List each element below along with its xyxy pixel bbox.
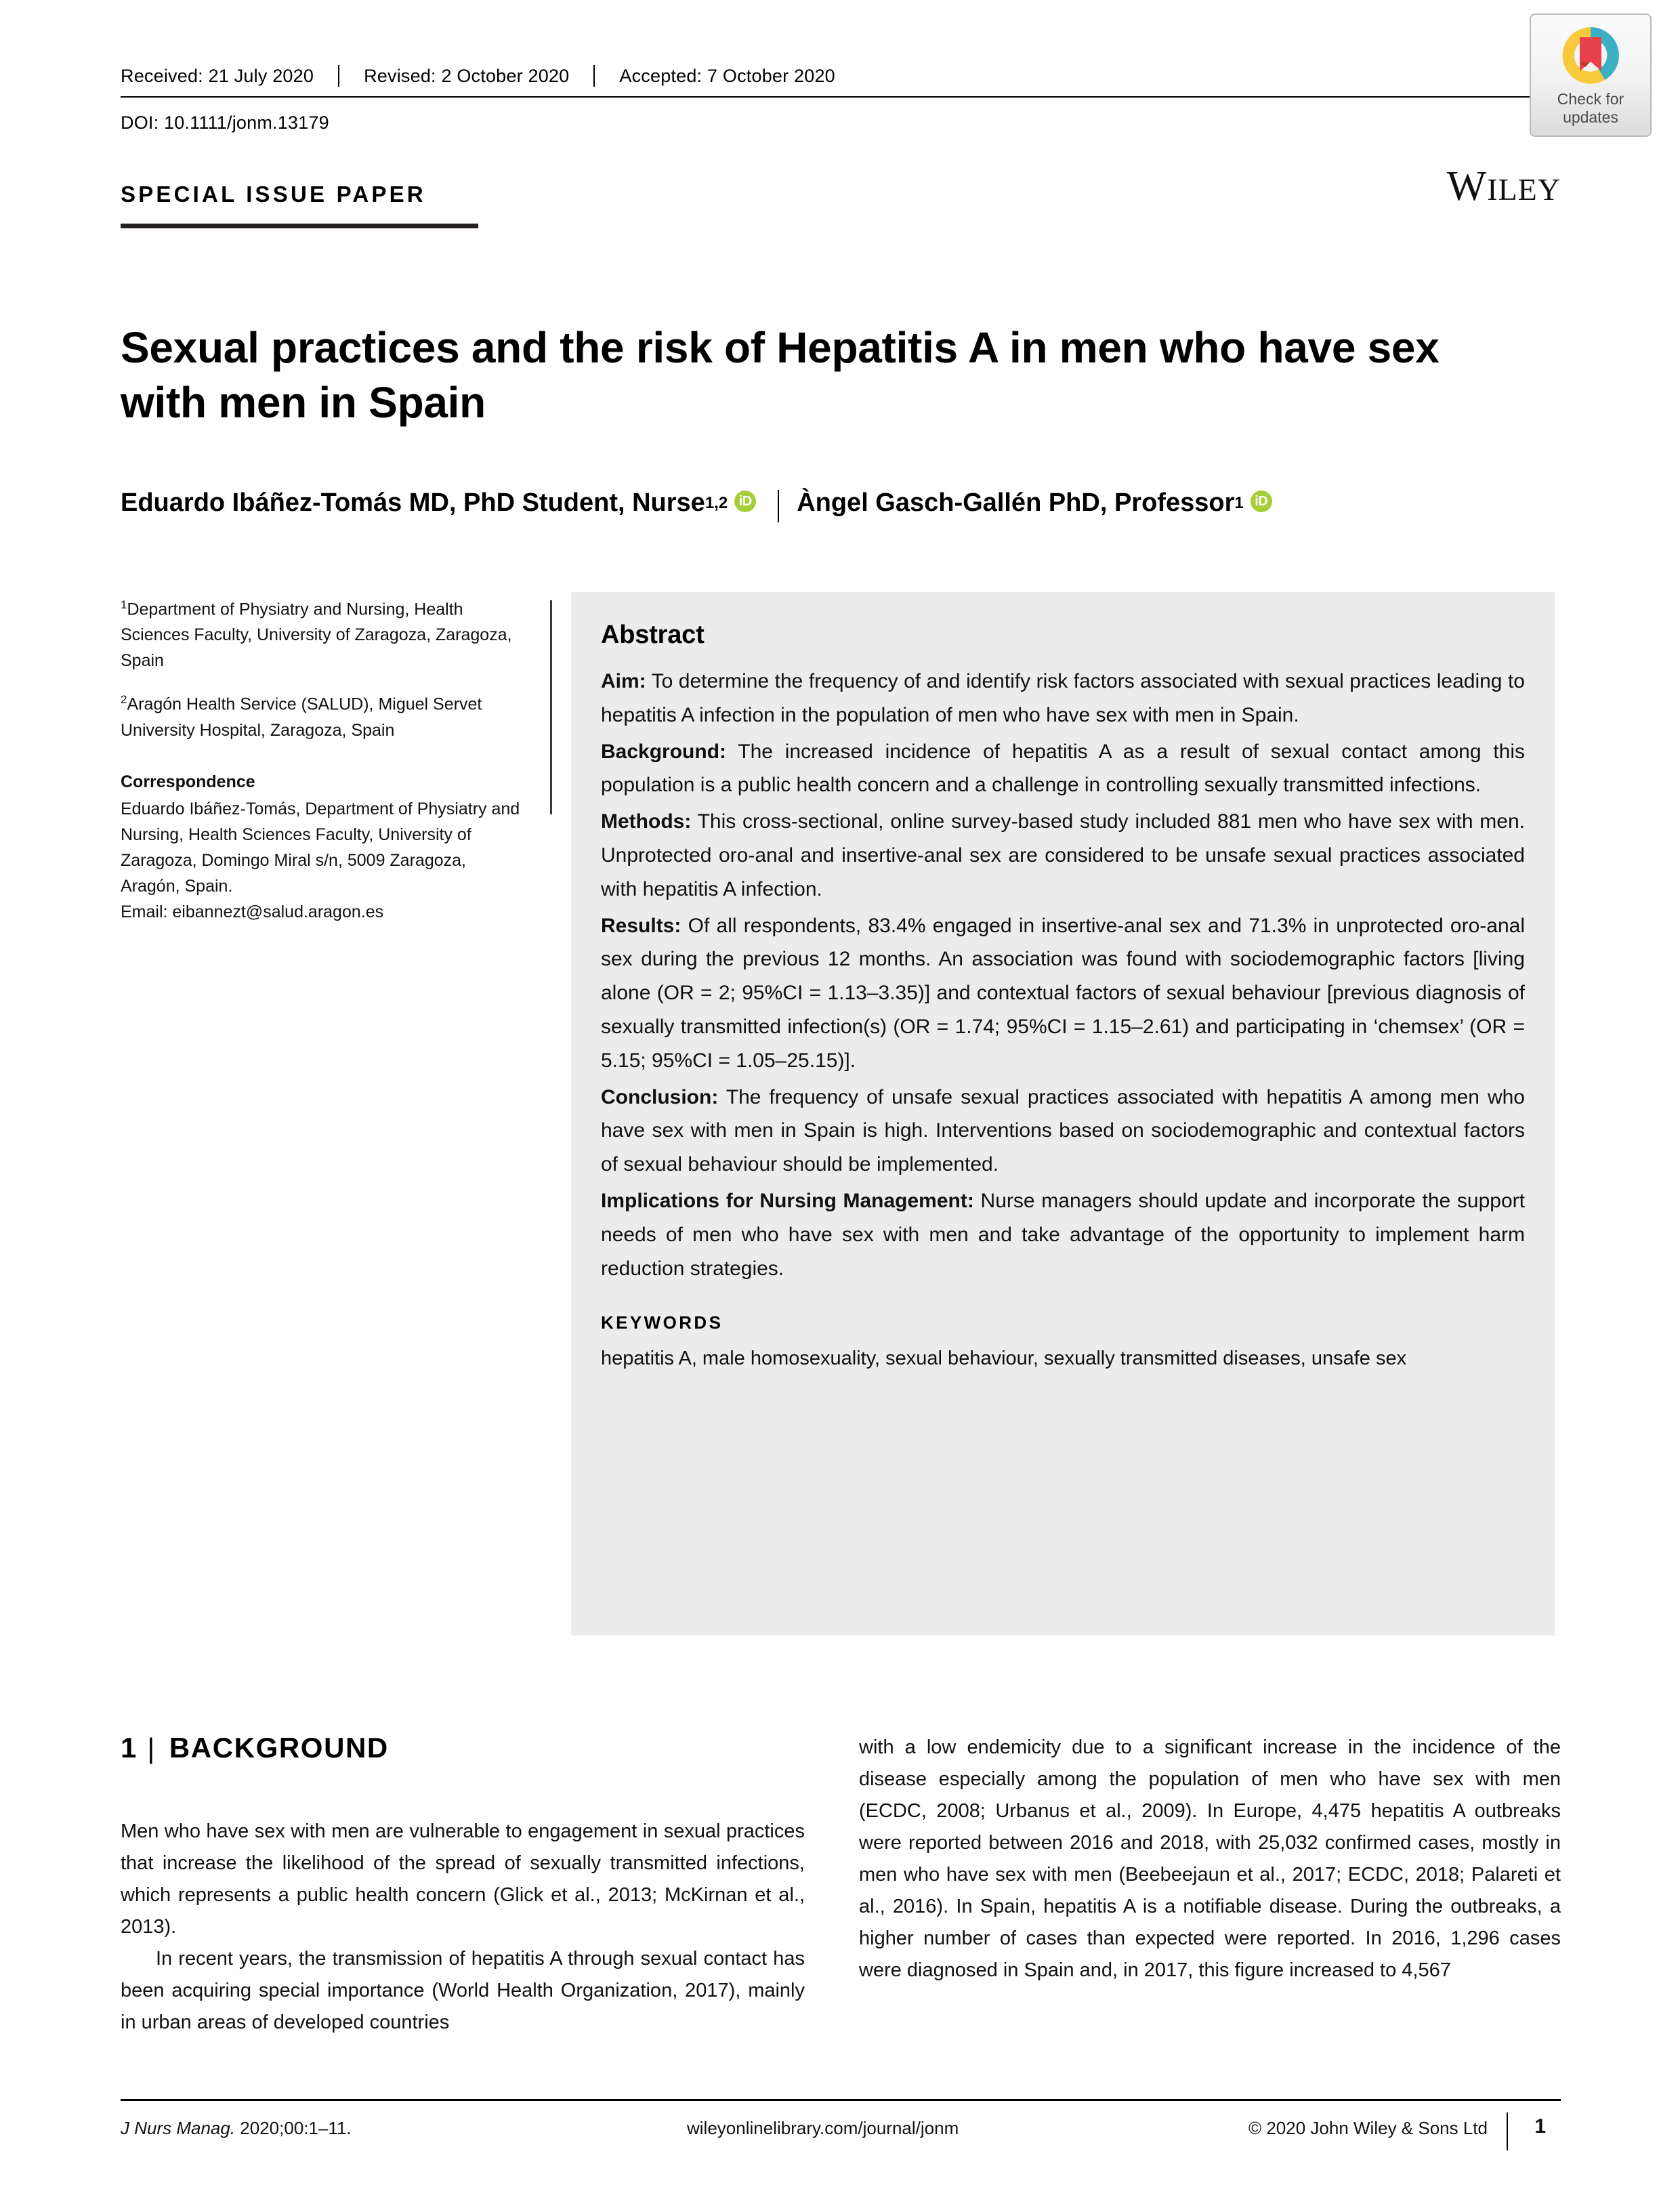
section-number: 1	[121, 1732, 137, 1764]
orcid-icon-1[interactable]: iD	[734, 491, 756, 512]
correspondence-address: Eduardo Ibáñez-Tomás, Department of Physiatry and Nursing, Health Sciences Faculty, University of Zaragoza, Domingo Miral s/n, 5009 Zaragoza, Aragón, Spain.	[121, 799, 520, 896]
history-separator-1	[338, 65, 339, 87]
keywords-heading: KEYWORDS	[601, 1312, 723, 1333]
body-paragraph-2: In recent years, the transmission of hepatitis A through sexual contact has been acquiring special importance (World Health Organization, 2017), mainly in urban areas of developed countries	[121, 1947, 805, 2033]
page-title: Sexual practices and the risk of Hepatitis A in men who have sex with men in Spain	[121, 322, 1440, 427]
abstract-text-implications: Nurse managers should update and incorporate the support needs of men who have sex with men and take advantage of the opportunity to implement harm reduction strategies.	[601, 1189, 1525, 1280]
abstract-box	[571, 592, 1555, 1636]
affiliations-sidebar	[121, 596, 527, 925]
check-for-updates-badge[interactable]	[1530, 14, 1652, 137]
revised-date: Revised: 2 October 2020	[364, 66, 570, 86]
abstract-section-aim	[601, 665, 1525, 732]
abstract-label-conclusion: Conclusion:	[601, 1085, 719, 1108]
page-footer	[121, 2112, 1561, 2153]
footer-journal-name: J Nurs Manag.	[121, 2118, 236, 2138]
abstract-section-background	[601, 735, 1525, 803]
abstract-label-results: Results:	[601, 914, 681, 937]
abstract-label-aim: Aim:	[601, 670, 646, 692]
affiliation-mark-1: 1	[121, 598, 127, 611]
author-affiliation-marks-1: 1,2	[705, 494, 728, 513]
received-date: Received: 21 July 2020	[121, 66, 314, 86]
abstract-text-methods: This cross-sectional, online survey-based study included 881 men who have sex with men. Unprotected oro-anal and insertive-anal sex are considered to be unsafe sexual practices associated with hepatitis A infection.	[601, 810, 1525, 900]
header-rule	[121, 96, 1561, 98]
section-divider: |	[147, 1732, 156, 1764]
author-name-2[interactable]: Àngel Gasch-Gallén PhD, Professor	[797, 488, 1235, 517]
affiliation-1	[121, 596, 527, 673]
affiliation-mark-2: 2	[121, 693, 127, 707]
correspondence-block	[121, 769, 527, 925]
crossmark-line-1: Check for	[1557, 90, 1624, 108]
body-paragraph-3: with a low endemicity due to a significant increase in the incidence of the disease especially among the population of men who have sex with men (ECDC, 2008; Urbanus et al., 2009). In Europe, 4,475 hepatitis A outbreaks were reported between 2016 and 2018, with 25,032 confirmed cases, mostly in men who have sex with men (Beebeejaun et al., 2017; ECDC, 2018; Palareti et al., 2016). In Spain, hepatitis A is a notifiable disease. During the outbreaks, a higher number of cases than expected were reported. In 2016, 1,296 cases were diagnosed in Spain and, in 2017, this figure increased to 4,567	[859, 1736, 1561, 1981]
abstract-text-conclusion: The frequency of unsafe sexual practices associated with hepatitis A among men who have sex with men in Spain is high. Interventions based on sociodemographic and contextual factors of sexual behaviour should be implemented.	[601, 1085, 1525, 1176]
footer-separator	[1507, 2112, 1508, 2150]
article-type-label: SPECIAL ISSUE PAPER	[121, 182, 426, 207]
author-list	[121, 486, 1561, 520]
section-title: BACKGROUND	[169, 1732, 389, 1764]
body-column-left	[121, 1816, 805, 2039]
crossmark-icon	[1557, 22, 1624, 89]
correspondence-heading: Correspondence	[121, 772, 255, 791]
affiliation-2	[121, 691, 527, 743]
abstract-heading: Abstract	[601, 621, 705, 649]
keywords-list: hepatitis A, male homosexuality, sexual behaviour, sexually transmitted diseases, unsafe sex	[601, 1348, 1407, 1370]
footer-copyright: © 2020 John Wiley & Sons Ltd	[1248, 2118, 1488, 2138]
abstract-text-aim: To determine the frequency of and identify risk factors associated with sexual practices leading to hepatitis A infection in the population of men who have sex with men in Spain.	[601, 670, 1525, 726]
doi-line[interactable]: DOI: 10.1111/jonm.13179	[121, 112, 329, 133]
article-type-row	[121, 163, 1561, 256]
abstract-text-results: Of all respondents, 83.4% engaged in insertive-anal sex and 71.3% in unprotected oro-anal sex during the previous 12 months. An association was found with sociodemographic factors [living alone (OR = 2; 95%CI = 1.13–3.35)] and contextual factors of sexual behaviour [previous diagnosis of sexually transmitted infection(s) (OR = 1.74; 95%CI = 1.15–2.61) and participating in ‘chemsex’ (OR = 5.15; 95%CI = 1.05–25.15)].	[601, 914, 1525, 1072]
author-name-1[interactable]: Eduardo Ibáñez-Tomás MD, PhD Student, Nurse	[121, 488, 705, 517]
footer-url[interactable]: wileyonlinelibrary.com/journal/jonm	[687, 2118, 959, 2138]
body-column-right	[859, 1732, 1561, 1986]
section-heading-background	[121, 1732, 389, 1764]
orcid-icon-2[interactable]: iD	[1251, 491, 1272, 512]
article-type-rule	[121, 224, 478, 228]
sidebar-divider	[550, 600, 552, 814]
author-affiliation-marks-2: 1	[1234, 494, 1244, 513]
crossmark-label	[1557, 90, 1624, 127]
correspondence-email[interactable]: Email: eibannezt@salud.aragon.es	[121, 902, 384, 921]
wiley-logo: WILEY	[1446, 163, 1561, 209]
abstract-section-methods	[601, 805, 1525, 906]
publication-history	[121, 65, 1561, 96]
accepted-date: Accepted: 7 October 2020	[619, 66, 835, 86]
abstract-section-conclusion	[601, 1081, 1525, 1182]
abstract-section-implications	[601, 1184, 1525, 1285]
abstract-text-background: The increased incidence of hepatitis A as a result of sexual contact among this population is a public health concern and a challenge in controlling sexually transmitted infections.	[601, 740, 1525, 797]
article-header	[121, 65, 1561, 133]
abstract-label-methods: Methods:	[601, 810, 692, 833]
abstract-section-results	[601, 909, 1525, 1078]
footer-rule	[121, 2099, 1561, 2101]
footer-citation	[121, 2118, 352, 2139]
crossmark-line-2: updates	[1563, 108, 1618, 127]
history-separator-2	[593, 65, 595, 87]
footer-journal-volume: 2020;00:1–11.	[235, 2118, 352, 2138]
abstract-label-background: Background:	[601, 740, 727, 763]
abstract-label-implications: Implications for Nursing Management:	[601, 1189, 974, 1212]
affiliation-text-2: Aragón Health Service (SALUD), Miguel Servet University Hospital, Zaragoza, Spain	[121, 694, 482, 740]
page-number: 1	[1534, 2115, 1546, 2138]
body-paragraph-1: Men who have sex with men are vulnerable to engagement in sexual practices that increase the likelihood of the spread of sexually transmitted infections, which represents a public health concern (Glick et al., 2013; McKirnan et al., 2013).	[121, 1820, 805, 1938]
affiliation-text-1: Department of Physiatry and Nursing, Health Sciences Faculty, University of Zaragoza, Zaragoza, Spain	[121, 600, 512, 671]
author-separator	[778, 490, 779, 522]
